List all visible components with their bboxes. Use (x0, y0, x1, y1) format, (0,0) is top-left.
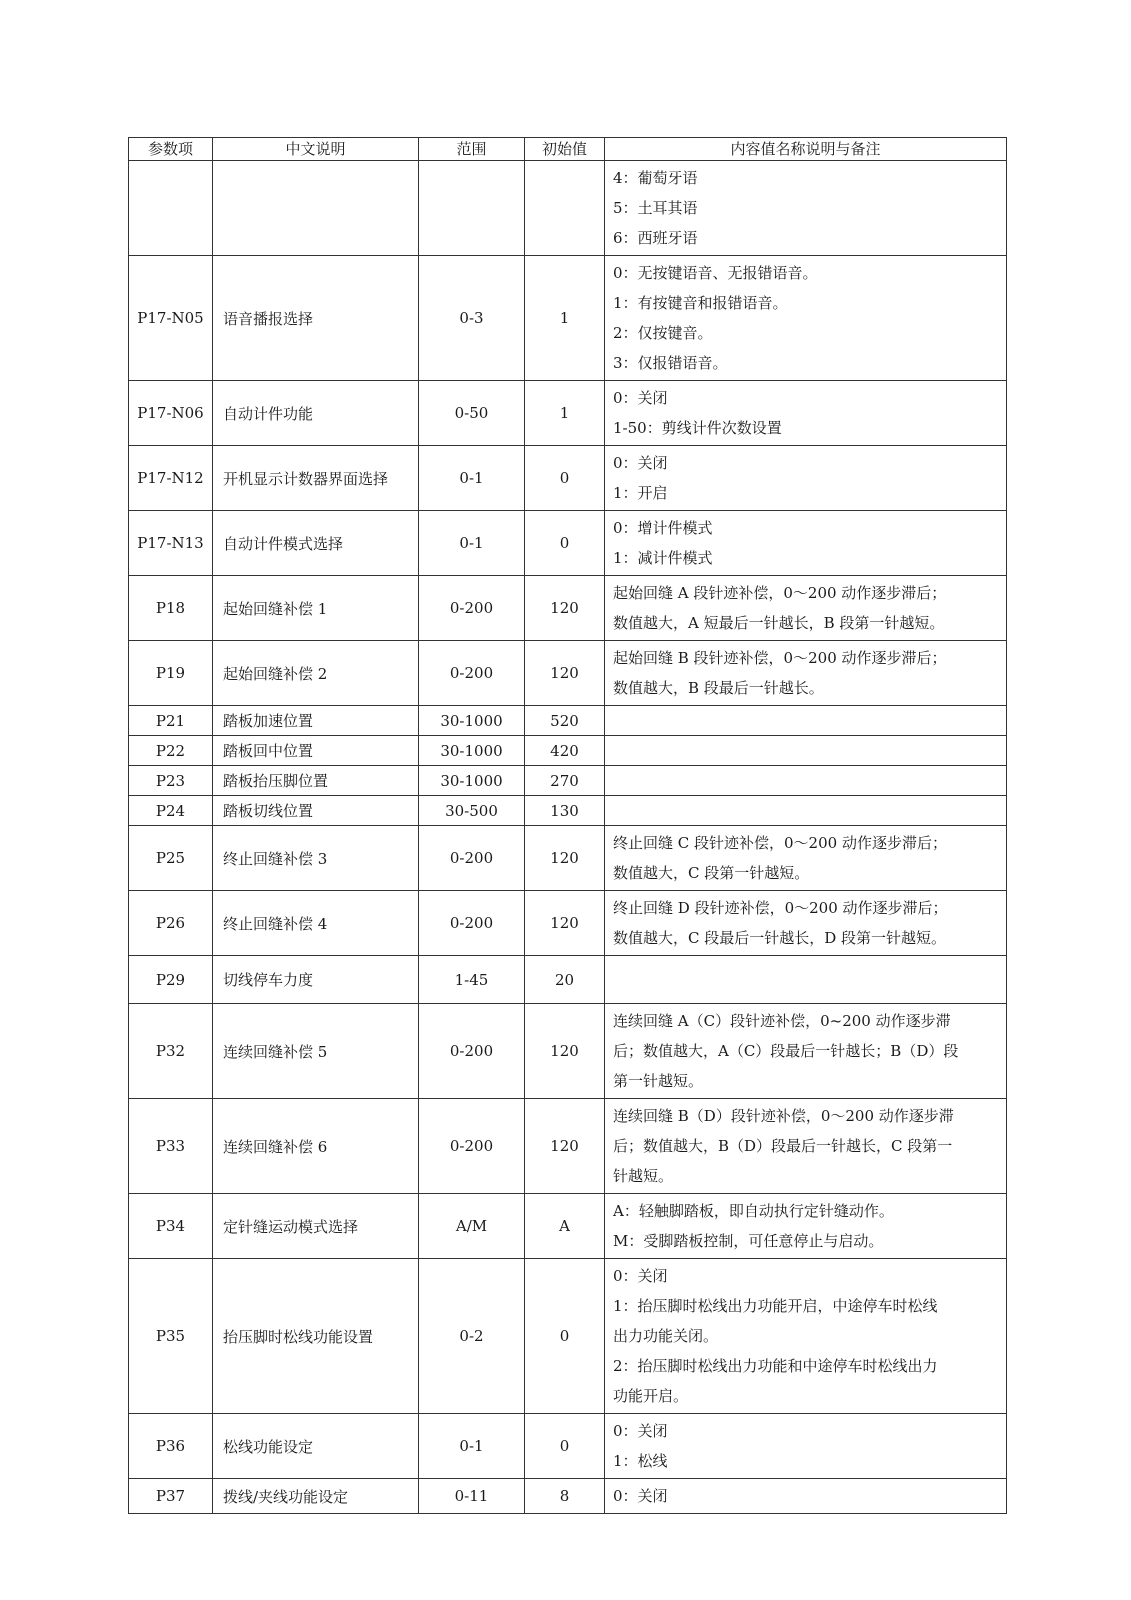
cell-notes (605, 511, 1007, 576)
cell-range: 0-3 (419, 256, 525, 381)
cell-initial-value: 420 (525, 736, 605, 766)
table-row (129, 796, 1007, 826)
cell-notes (605, 1259, 1007, 1414)
note-line: 终止回缝 D 段针迹补偿，0～200 动作逐步滞后； (613, 899, 948, 917)
cell-range: 0-200 (419, 576, 525, 641)
table-row (129, 1004, 1007, 1099)
note-line: 终止回缝 C 段针迹补偿，0～200 动作逐步滞后； (613, 834, 947, 852)
note-line: 1：有按键音和报错语音。 (613, 294, 788, 312)
note-line: 0：关闭 (613, 389, 668, 407)
note-line: 1：减计件模式 (613, 549, 713, 567)
cell-description: 抬压脚时松线功能设置 (213, 1259, 419, 1414)
parameter-table (128, 137, 1007, 1514)
note-line: 1-50：剪线计件次数设置 (613, 419, 782, 437)
cell-param: P17-N06 (129, 381, 213, 446)
note-line: 1：松线 (613, 1452, 668, 1470)
table-row (129, 766, 1007, 796)
cell-initial-value: 0 (525, 1414, 605, 1479)
table-row (129, 1194, 1007, 1259)
note-line: 1：抬压脚时松线出力功能开启，中途停车时松线 (613, 1297, 938, 1315)
cell-initial-value: 1 (525, 256, 605, 381)
cell-param: P23 (129, 766, 213, 796)
cell-initial-value: A (525, 1194, 605, 1259)
table-header-row (129, 138, 1007, 161)
cell-initial-value: 120 (525, 1099, 605, 1194)
cell-description: 自动计件模式选择 (213, 511, 419, 576)
note-line: 连续回缝 A（C）段针迹补偿，0~200 动作逐步滞 (613, 1012, 951, 1030)
table-row (129, 736, 1007, 766)
note-line: 第一针越短。 (613, 1072, 704, 1090)
note-line: 0：无按键语音、无报错语音。 (613, 264, 818, 282)
cell-range: A/M (419, 1194, 525, 1259)
note-line: 功能开启。 (613, 1387, 689, 1405)
cell-initial-value: 0 (525, 511, 605, 576)
header-notes: 内容值名称说明与备注 (605, 138, 1007, 161)
cell-param: P37 (129, 1479, 213, 1514)
table-row (129, 891, 1007, 956)
cell-notes (605, 576, 1007, 641)
note-line: 后；数值越大，B（D）段最后一针越长，C 段第一 (613, 1137, 953, 1155)
table-row (129, 1099, 1007, 1194)
cell-notes (605, 706, 1007, 736)
cell-initial-value (525, 161, 605, 256)
cell-initial-value: 0 (525, 1259, 605, 1414)
cell-param: P19 (129, 641, 213, 706)
cell-param: P34 (129, 1194, 213, 1259)
cell-description: 踏板抬压脚位置 (213, 766, 419, 796)
header-initial-value: 初始值 (525, 138, 605, 161)
cell-notes (605, 446, 1007, 511)
cell-param: P21 (129, 706, 213, 736)
cell-initial-value: 270 (525, 766, 605, 796)
cell-description: 语音播报选择 (213, 256, 419, 381)
cell-initial-value: 0 (525, 446, 605, 511)
cell-notes (605, 1194, 1007, 1259)
cell-range: 0-50 (419, 381, 525, 446)
cell-notes (605, 766, 1007, 796)
note-line: 连续回缝 B（D）段针迹补偿，0～200 动作逐步滞 (613, 1107, 954, 1125)
note-line: A：轻触脚踏板，即自动执行定针缝动作。 (613, 1202, 894, 1220)
note-line: 4：葡萄牙语 (613, 169, 698, 187)
cell-param: P24 (129, 796, 213, 826)
note-line: 数值越大，B 段最后一针越长。 (613, 679, 824, 697)
cell-description: 终止回缝补偿 3 (213, 826, 419, 891)
cell-description: 连续回缝补偿 6 (213, 1099, 419, 1194)
cell-notes (605, 1004, 1007, 1099)
header-description: 中文说明 (213, 138, 419, 161)
cell-description: 连续回缝补偿 5 (213, 1004, 419, 1099)
cell-param: P29 (129, 956, 213, 1004)
cell-notes (605, 1414, 1007, 1479)
note-line: 起始回缝 A 段针迹补偿，0～200 动作逐步滞后； (613, 584, 947, 602)
note-line: 0：关闭 (613, 1267, 668, 1285)
cell-description: 松线功能设定 (213, 1414, 419, 1479)
note-line: 6：西班牙语 (613, 229, 698, 247)
note-line: 0：关闭 (613, 1422, 668, 1440)
cell-range: 0-2 (419, 1259, 525, 1414)
cell-description (213, 161, 419, 256)
cell-range: 0-200 (419, 891, 525, 956)
note-line: 数值越大，A 短最后一针越长，B 段第一针越短。 (613, 614, 945, 632)
cell-param: P32 (129, 1004, 213, 1099)
note-line: 5：土耳其语 (613, 199, 698, 217)
table-row (129, 956, 1007, 1004)
cell-range: 0-1 (419, 446, 525, 511)
cell-range: 1-45 (419, 956, 525, 1004)
note-line: 0：增计件模式 (613, 519, 713, 537)
note-line: 2：抬压脚时松线出力功能和中途停车时松线出力 (613, 1357, 938, 1375)
note-line: 针越短。 (613, 1167, 674, 1185)
note-line: 出力功能关闭。 (613, 1327, 719, 1345)
cell-range: 0-200 (419, 1099, 525, 1194)
cell-initial-value: 1 (525, 381, 605, 446)
table-row (129, 1414, 1007, 1479)
cell-param: P17-N05 (129, 256, 213, 381)
cell-range: 30-1000 (419, 766, 525, 796)
cell-initial-value: 120 (525, 826, 605, 891)
cell-range: 0-200 (419, 641, 525, 706)
cell-param (129, 161, 213, 256)
note-line: 2：仅按键音。 (613, 324, 713, 342)
cell-description: 切线停车力度 (213, 956, 419, 1004)
cell-notes (605, 891, 1007, 956)
cell-range: 0-200 (419, 1004, 525, 1099)
cell-description: 起始回缝补偿 2 (213, 641, 419, 706)
note-line: 3：仅报错语音。 (613, 354, 728, 372)
table-row (129, 381, 1007, 446)
cell-notes (605, 736, 1007, 766)
cell-description: 拨线/夹线功能设定 (213, 1479, 419, 1514)
note-line: 0：关闭 (613, 454, 668, 472)
cell-range: 0-11 (419, 1479, 525, 1514)
cell-notes (605, 956, 1007, 1004)
header-param: 参数项 (129, 138, 213, 161)
cell-param: P22 (129, 736, 213, 766)
table-row (129, 706, 1007, 736)
note-line: 数值越大，C 段最后一针越长，D 段第一针越短。 (613, 929, 947, 947)
cell-notes (605, 1479, 1007, 1514)
cell-initial-value: 120 (525, 576, 605, 641)
cell-description: 开机显示计数器界面选择 (213, 446, 419, 511)
table-row (129, 1259, 1007, 1414)
note-line: 数值越大，C 段第一针越短。 (613, 864, 810, 882)
cell-param: P17-N12 (129, 446, 213, 511)
cell-description: 踏板回中位置 (213, 736, 419, 766)
table-row (129, 161, 1007, 256)
cell-range: 0-1 (419, 511, 525, 576)
table-row (129, 641, 1007, 706)
cell-param: P36 (129, 1414, 213, 1479)
cell-description: 自动计件功能 (213, 381, 419, 446)
cell-range (419, 161, 525, 256)
table-row (129, 256, 1007, 381)
cell-param: P26 (129, 891, 213, 956)
cell-description: 定针缝运动模式选择 (213, 1194, 419, 1259)
table-row (129, 511, 1007, 576)
cell-range: 30-1000 (419, 706, 525, 736)
cell-initial-value: 20 (525, 956, 605, 1004)
cell-description: 踏板加速位置 (213, 706, 419, 736)
cell-param: P18 (129, 576, 213, 641)
cell-initial-value: 520 (525, 706, 605, 736)
note-line: 起始回缝 B 段针迹补偿，0～200 动作逐步滞后； (613, 649, 947, 667)
note-line: 1：开启 (613, 484, 668, 502)
note-line: 后；数值越大，A（C）段最后一针越长；B（D）段 (613, 1042, 959, 1060)
cell-notes (605, 641, 1007, 706)
cell-initial-value: 120 (525, 1004, 605, 1099)
cell-initial-value: 8 (525, 1479, 605, 1514)
header-range: 范围 (419, 138, 525, 161)
cell-initial-value: 120 (525, 891, 605, 956)
cell-range: 30-500 (419, 796, 525, 826)
cell-range: 0-200 (419, 826, 525, 891)
note-line: M：受脚踏板控制，可任意停止与启动。 (613, 1232, 884, 1250)
cell-description: 终止回缝补偿 4 (213, 891, 419, 956)
cell-description: 踏板切线位置 (213, 796, 419, 826)
cell-notes (605, 1099, 1007, 1194)
table-row (129, 446, 1007, 511)
cell-initial-value: 120 (525, 641, 605, 706)
cell-param: P35 (129, 1259, 213, 1414)
cell-range: 0-1 (419, 1414, 525, 1479)
cell-notes (605, 256, 1007, 381)
cell-param: P17-N13 (129, 511, 213, 576)
cell-initial-value: 130 (525, 796, 605, 826)
cell-notes (605, 826, 1007, 891)
note-line: 0：关闭 (613, 1487, 668, 1505)
cell-description: 起始回缝补偿 1 (213, 576, 419, 641)
cell-notes (605, 161, 1007, 256)
table-row (129, 1479, 1007, 1514)
cell-notes (605, 381, 1007, 446)
cell-notes (605, 796, 1007, 826)
cell-param: P25 (129, 826, 213, 891)
cell-param: P33 (129, 1099, 213, 1194)
table-row (129, 576, 1007, 641)
table-row (129, 826, 1007, 891)
cell-range: 30-1000 (419, 736, 525, 766)
